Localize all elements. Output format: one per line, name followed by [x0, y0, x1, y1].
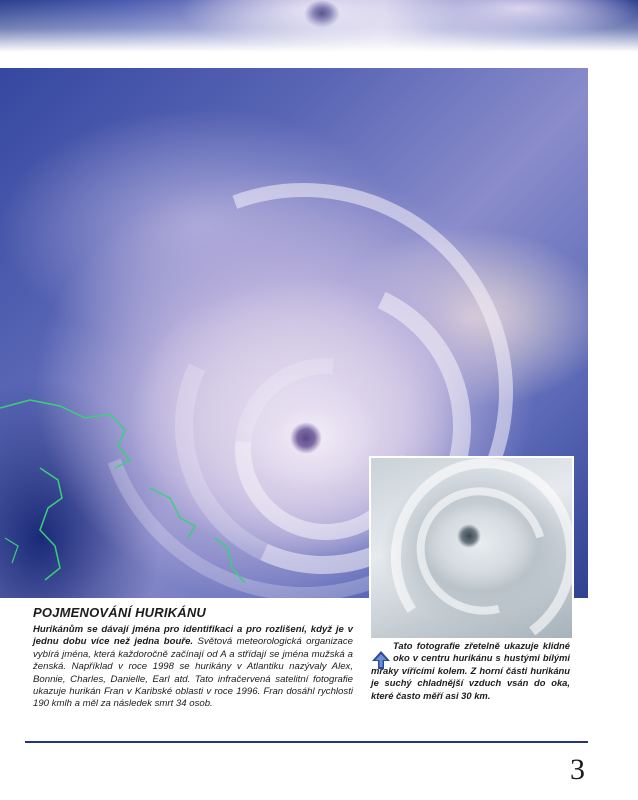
article-title: POJMENOVÁNÍ HURIKÁNU [33, 605, 207, 620]
photo-caption: Tato fotografie zřetelně ukazuje klidné oko v centru hurikánu s hustými bílými mraky vířícími kolem. Z horní části hurikánu je suchý chladnější vzduch vsán do oka, které často měří asi 30 km. [371, 640, 570, 701]
footer-divider [25, 741, 588, 743]
article-lead: Hurikánům se dávají jména pro identifikaci a pro rozlišení, když je v jednu dobu více než jedna bouře. [33, 624, 353, 648]
hurricane-eye-photo [369, 456, 574, 640]
top-satellite-banner [0, 0, 638, 52]
article-body [33, 624, 353, 711]
page-number: 3 [570, 753, 585, 786]
eye-cloud-ring-outer [375, 456, 574, 640]
article-text: Světová meteorologická organizace vybírá jména, která každoročně začínají od A a střídají se jména mužská a ženská. Například v roce 1998 se hurikány v Atlantiku nazývaly Alex, Bonnie, Charles, Danielle, Earl atd. Tato infračervená satelitní fotografie ukazuje hurikán Fran v Karibské oblasti v roce 1996. Fran dosáhl rychlosti 190 kmlh a měl za následek smrt 34 osob. [33, 636, 354, 710]
